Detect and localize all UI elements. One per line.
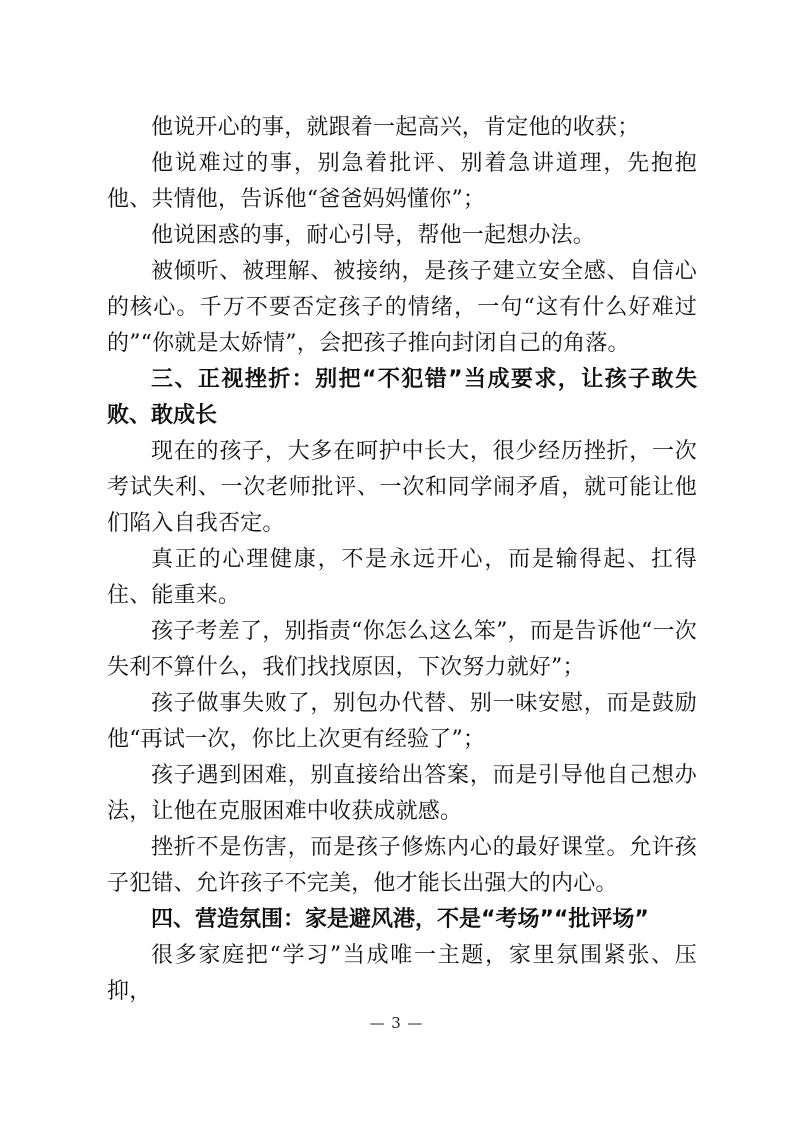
paragraph: 孩子做事失败了，别包办代替、别一味安慰，而是鼓励他“再试一次，你比上次更有经验了”；: [107, 691, 697, 752]
paragraph: 被倾听、被理解、被接纳，是孩子建立安全感、自信心的核心。千万不要否定孩子的情绪，一句“这有什么好难过的”“你就是太娇情”，会把孩子推向封闭自己的角落。: [107, 259, 697, 356]
paragraph: 很多家庭把“学习”当成唯一主题，家里氛围紧张、压抑，: [107, 943, 697, 1004]
paragraph: 挫折不是伤害，而是孩子修炼内心的最好课堂。允许孩子犯错、允许孩子不完美，他才能长出强大的内心。: [107, 835, 697, 896]
paragraph: 他说难过的事，别急着批评、别着急讲道理，先抱抱他、共情他，告诉他“爸爸妈妈懂你”；: [107, 151, 697, 212]
paragraph: 真正的心理健康，不是永远开心，而是输得起、扛得住、能重来。: [107, 547, 697, 608]
section-heading: 三、正视挫折：别把“不犯错”当成要求，让孩子敢失败、敢成长: [107, 367, 697, 428]
paragraph: 他说困惑的事，耐心引导，帮他一起想办法。: [151, 223, 596, 248]
page-number: — 3 —: [369, 1014, 424, 1032]
paragraph: 孩子考差了，别指责“你怎么这么笨”，而是告诉他“一次失利不算什么，我们找找原因，下次努力就好”；: [107, 619, 697, 680]
document-body: [107, 110, 697, 1010]
section-heading: 四、营造氛围：家是避风港，不是“考场”“批评场”: [151, 907, 649, 932]
paragraph: 现在的孩子，大多在呵护中长大，很少经历挫折，一次考试失利、一次老师批评、一次和同学闹矛盾，就可能让他们陷入自我否定。: [107, 439, 697, 536]
paragraph: 孩子遇到困难，别直接给出答案，而是引导他自己想办法，让他在克服困难中收获成就感。: [107, 763, 697, 824]
paragraph: 他说开心的事，就跟着一起高兴，肯定他的收获；: [151, 115, 640, 140]
